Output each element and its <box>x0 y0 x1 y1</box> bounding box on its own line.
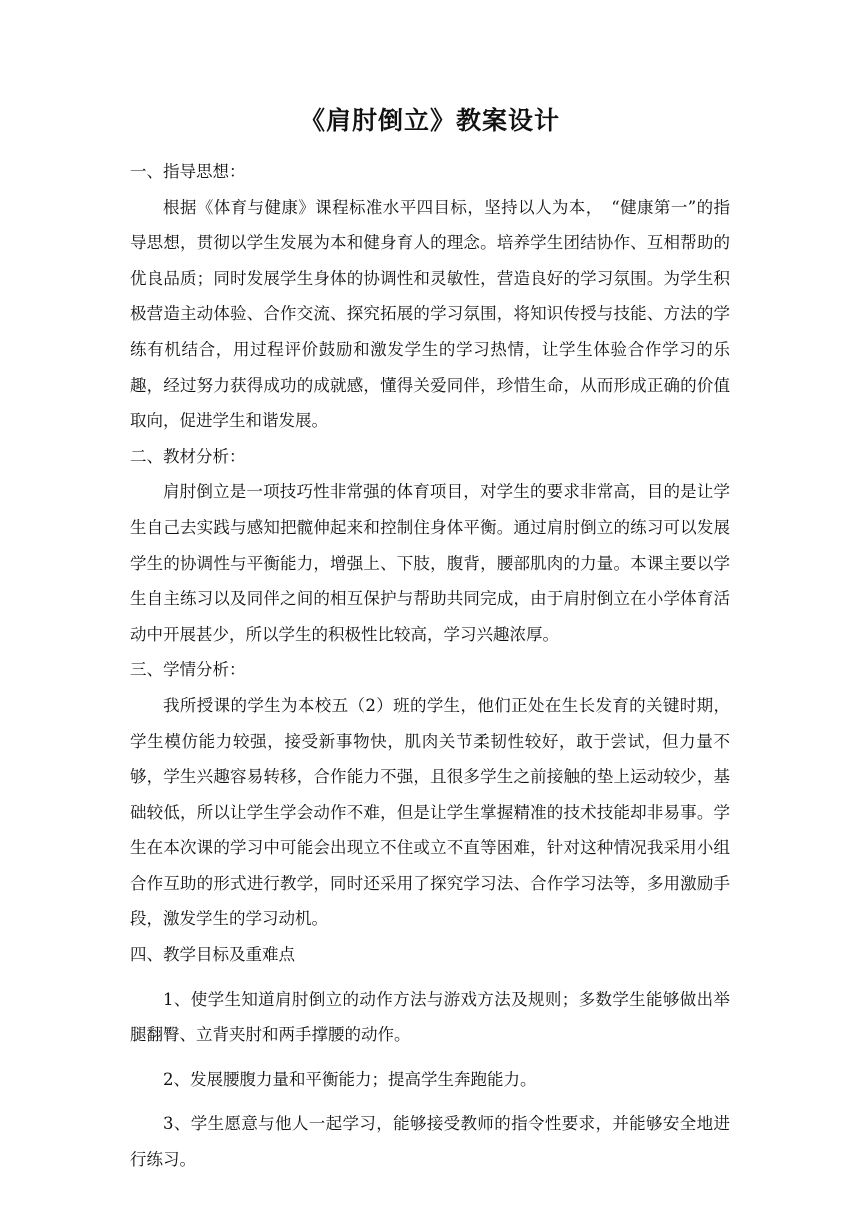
paragraph-material-analysis: 肩肘倒立是一项技巧性非常强的体育项目，对学生的要求非常高，目的是让学生自己去实践与感知把髋伸起来和控制住身体平衡。通过肩肘倒立的练习可以发展学生的协调性与平衡能力，增强上、下肢，腹背，腰部肌肉的力量。本课主要以学生自主练习以及同伴之间的相互保护与帮助共同完成，由于肩肘倒立在小学体育活动中开展甚少，所以学生的积极性比较高，学习兴趣浓厚。 <box>130 482 730 644</box>
paragraph-goal-1: 1、使学生知道肩肘倒立的动作方法与游戏方法及规则；多数学生能够做出举腿翻臀、立背夹肘和两手撑腰的动作。 <box>130 989 730 1045</box>
document-title: 《肩肘倒立》教案设计 <box>299 106 560 135</box>
paragraph-goal-3: 3、学生愿意与他人一起学习，能够接受教师的指令性要求，并能够安全地进行练习。 <box>130 1114 730 1170</box>
section-heading-student-analysis: 三、学情分析： <box>130 660 246 680</box>
paragraph-goal-2: 2、发展腰腹力量和平衡能力；提高学生奔跑能力。 <box>163 1069 537 1089</box>
section-heading-material-analysis: 二、教材分析： <box>130 446 246 466</box>
section-heading-guiding-thought: 一、指导思想： <box>130 162 246 181</box>
paragraph-student-analysis: 我所授课的学生为本校五（2）班的学生，他们正处在生长发育的关键时期，学生模仿能力较强，接受新事物快，肌肉关节柔韧性较好，敢于尝试，但力量不够，学生兴趣容易转移，合作能力不强，且很多学生之前接触的垫上运动较少，基础较低，所以让学生学会动作不难，但是让学生掌握精准的技术技能却非易事。学生在本次课的学习中可能会出现立不住或立不直等困难，针对这种情况我采用小组合作互助的形式进行教学，同时还采用了探究学习法、合作学习法等，多用激励手段，激发学生的学习动机。 <box>130 695 730 929</box>
section-heading-teaching-goals: 四、教学目标及重难点 <box>130 945 295 965</box>
document-body <box>130 154 730 1178</box>
paragraph-guiding-thought: 根据《体育与健康》课程标准水平四目标，坚持以人为本， “健康第一”的指导思想，贯彻以学生发展为本和健身育人的理念。培养学生团结协作、互相帮助的优良品质；同时发展学生身体的协调性和灵敏性，营造良好的学习氛围。为学生积极营造主动体验、合作交流、探究拓展的学习氛围，将知识传授与技能、方法的学练有机结合，用过程评价鼓励和激发学生的学习热情，让学生体验合作学习的乐趣，经过努力获得成功的成就感，懂得关爱同伴，珍惜生命，从而形成正确的价值取向，促进学生和谐发展。 <box>130 197 730 431</box>
